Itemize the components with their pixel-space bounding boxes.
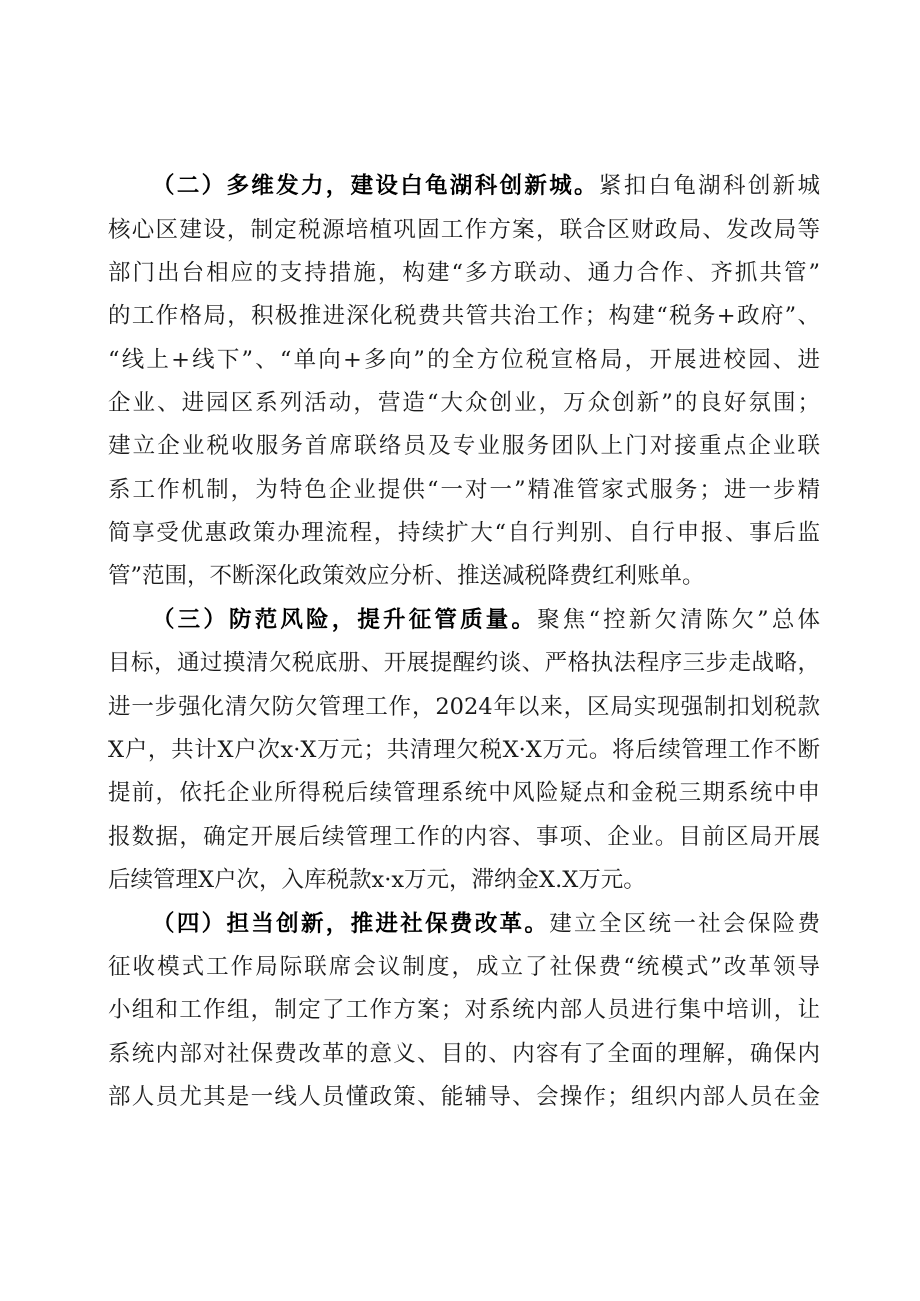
paragraph-line: 核心区建设，制定税源培植巩固工作方案，联合区财政局、发改局等 — [108, 217, 820, 243]
paragraph-line: 管”范围，不断深化政策效应分析、推送减税降费红利账单。 — [108, 563, 705, 589]
paragraph-line — [152, 600, 820, 640]
paragraph-text: 紧扣白龟湖科创新城 — [598, 173, 820, 199]
paragraph-line: “线上+线下”、“单向+多向”的全方位税宣格局，开展进校园、进 — [108, 347, 820, 373]
section-heading: （四）担当创新，推进社保费改革。 — [152, 911, 550, 937]
paragraph-text: 建立全区统一社会保险费 — [549, 911, 820, 937]
paragraph-line: X户，共计X户次x·X万元；共清理欠税X·X万元。将后续管理工作不断 — [108, 737, 820, 763]
section-heading: （二）多维发力，建设白龟湖科创新城。 — [152, 173, 599, 199]
section-heading: （三）防范风险，提升征管质量。 — [152, 607, 538, 633]
paragraph-line: 系工作机制，为特色企业提供“一对一”精准管家式服务；进一步精 — [108, 477, 820, 503]
paragraph-line: 企业、进园区系列活动，营造“大众创业，万众创新”的良好氛围； — [108, 390, 820, 416]
paragraph-line: 后续管理X户次，入库税款x·x万元，滞纳金X.X万元。 — [108, 867, 646, 893]
paragraph-line — [152, 166, 820, 206]
paragraph-line: 小组和工作组，制定了工作方案；对系统内部人员进行集中培训，让 — [108, 997, 820, 1023]
paragraph-line: 目标，通过摸清欠税底册、开展提醒约谈、严格执法程序三步走战略， — [108, 650, 820, 676]
paragraph-line: 系统内部对社保费改革的意义、目的、内容有了全面的理解，确保内 — [108, 1041, 820, 1067]
paragraph-line: 的工作格局，积极推进深化税费共管共治工作；构建“税务+政府”、 — [108, 303, 820, 329]
paragraph-line: 部门出台相应的支持措施，构建“多方联动、通力合作、齐抓共管” — [108, 260, 820, 286]
paragraph-line — [152, 904, 820, 944]
paragraph-text: 聚焦“控新欠清陈欠”总体 — [537, 607, 820, 633]
paragraph-line: 报数据，确定开展后续管理工作的内容、事项、企业。目前区局开展 — [108, 824, 820, 850]
paragraph-line: 提前，依托企业所得税后续管理系统中风险疑点和金税三期系统中申 — [108, 780, 820, 806]
paragraph-line: 简享受优惠政策办理流程，持续扩大“自行判别、自行申报、事后监 — [108, 520, 820, 546]
paragraph-line: 建立企业税收服务首席联络员及专业服务团队上门对接重点企业联 — [108, 433, 820, 459]
paragraph-line: 征收模式工作局际联席会议制度，成立了社保费“统模式”改革领导 — [108, 954, 820, 980]
paragraph-line: 进一步强化清欠防欠管理工作，2024年以来，区局实现强制扣划税款 — [108, 694, 820, 720]
paragraph-line: 部人员尤其是一线人员懂政策、能辅导、会操作；组织内部人员在金 — [108, 1084, 820, 1110]
